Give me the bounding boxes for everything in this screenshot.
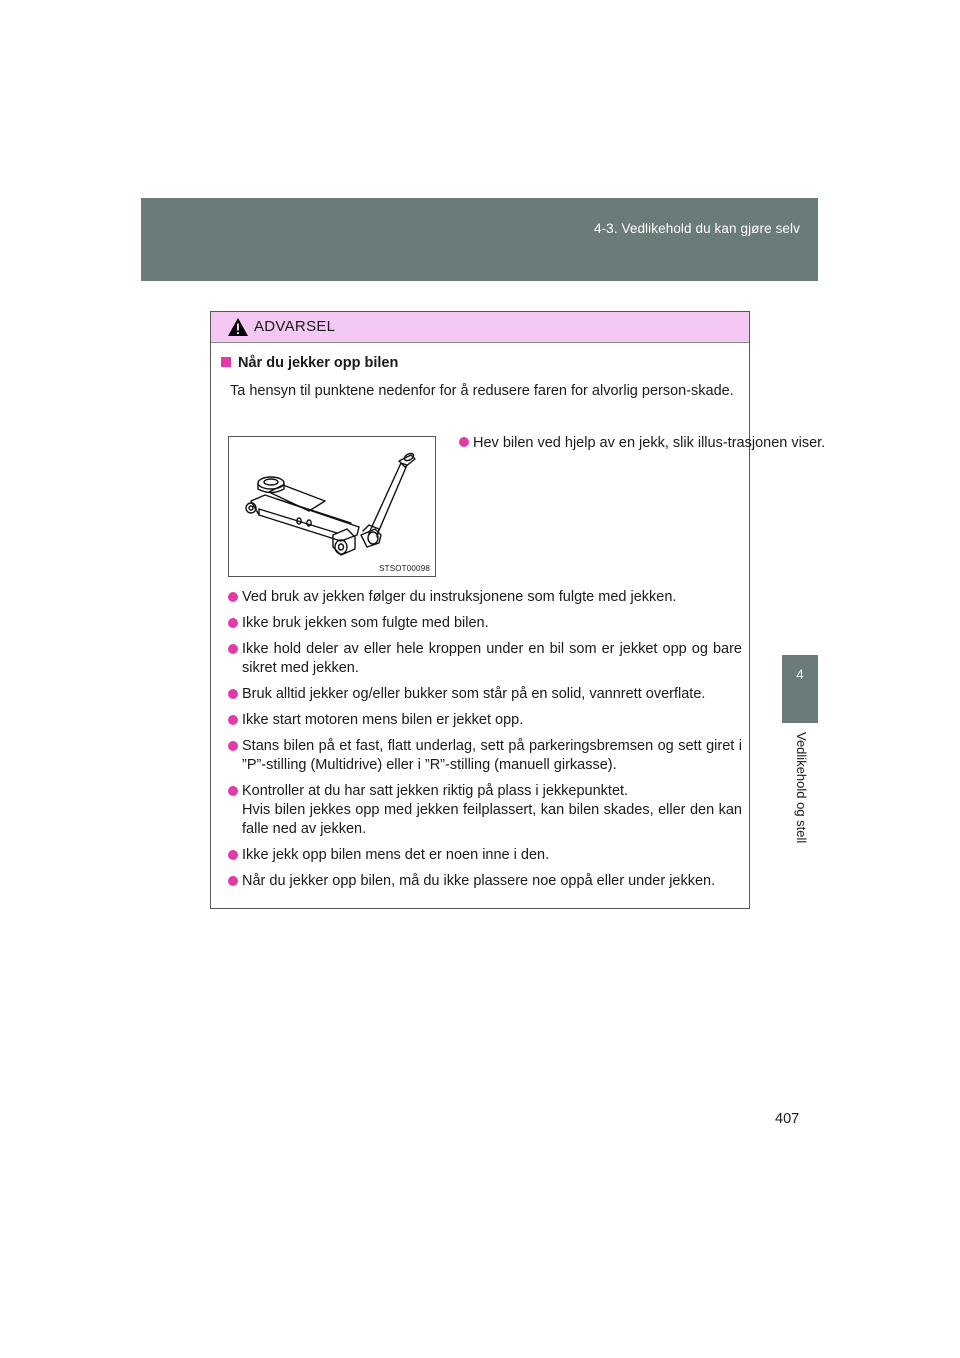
list-item <box>228 711 742 730</box>
circle-bullet-icon <box>228 592 238 602</box>
circle-bullet-icon <box>228 644 238 654</box>
jack-illustration <box>228 436 436 577</box>
figure-bullet <box>459 433 960 453</box>
bullet-list <box>228 588 742 898</box>
chapter-number: 4 <box>796 667 804 682</box>
list-item-text: Ikke start motoren mens bilen er jekket opp. <box>242 712 524 728</box>
list-item-text: Når du jekker opp bilen, må du ikke plassere noe oppå eller under jekken. <box>242 873 716 889</box>
chapter-title: Vedlikehold og stell <box>794 732 809 844</box>
list-item <box>228 685 742 704</box>
circle-bullet-icon <box>228 850 238 860</box>
header-band <box>141 198 818 281</box>
list-item-text: Ikke jekk opp bilen mens det er noen inne i den. <box>242 847 550 863</box>
figure-code: STSOT00098 <box>379 564 430 573</box>
figure-bullet-text: Hev bilen ved hjelp av en jekk, slik illus-trasjonen viser. <box>473 435 826 451</box>
warning-header <box>211 312 749 343</box>
list-item <box>228 737 742 775</box>
list-item <box>228 846 742 865</box>
floor-jack-drawing <box>229 437 435 576</box>
circle-bullet-icon <box>228 741 238 751</box>
list-item-text-continued: Hvis bilen jekkes opp med jekken feilplassert, kan bilen skades, eller den kan falle ned av jekken. <box>242 802 742 837</box>
warning-title: ADVARSEL <box>254 318 336 335</box>
list-item <box>228 872 742 891</box>
list-item-text: Ved bruk av jekken følger du instruksjonene som fulgte med jekken. <box>242 589 677 605</box>
warning-heading-text: Når du jekker opp bilen <box>238 355 399 371</box>
list-item-text: Bruk alltid jekker og/eller bukker som står på en solid, vannrett overflate. <box>242 686 706 702</box>
warning-triangle-icon <box>227 317 249 337</box>
section-title: 4-3. Vedlikehold du kan gjøre selv <box>593 221 800 236</box>
list-item <box>228 614 742 633</box>
list-item <box>228 588 742 607</box>
list-item <box>228 782 742 839</box>
warning-intro: Ta hensyn til punktene nedenfor for å redusere faren for alvorlig person-skade. <box>230 383 734 399</box>
list-item-text: Ikke hold deler av eller hele kroppen under en bil som er jekket opp og bare sikret med jekken. <box>242 641 742 676</box>
list-item-text: Stans bilen på et fast, flatt underlag, sett på parkeringsbremsen og sett giret i ”P”-stilling (Multidrive) eller i ”R”-stilling (manuell girkasse). <box>242 738 742 773</box>
chapter-tab <box>782 655 818 723</box>
warning-heading <box>221 355 398 371</box>
page-number: 407 <box>775 1111 800 1127</box>
circle-bullet-icon <box>228 786 238 796</box>
list-item <box>228 640 742 678</box>
list-item-text: Kontroller at du har satt jekken riktig på plass i jekkepunktet. <box>242 783 629 799</box>
circle-bullet-icon <box>228 715 238 725</box>
circle-bullet-icon <box>459 437 469 447</box>
list-item-text: Ikke bruk jekken som fulgte med bilen. <box>242 615 489 631</box>
circle-bullet-icon <box>228 689 238 699</box>
circle-bullet-icon <box>228 876 238 886</box>
circle-bullet-icon <box>228 618 238 628</box>
square-bullet-icon <box>221 357 231 367</box>
